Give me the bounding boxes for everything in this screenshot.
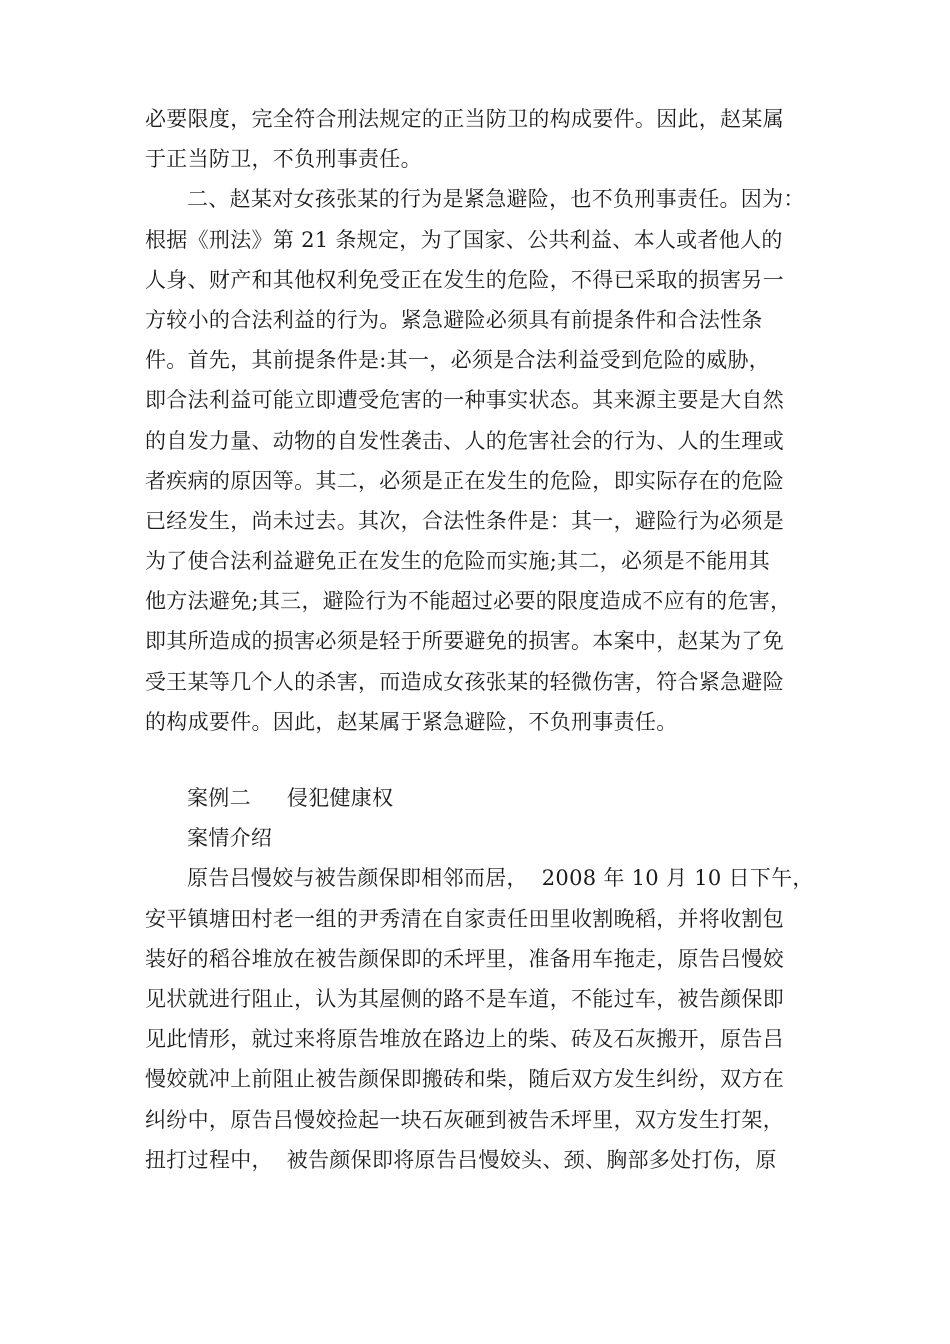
paragraph-line: 扭打过程中， 被告颜保即将原告吕慢姣头、颈、胸部多处打伤，原 — [145, 1147, 777, 1172]
section-1-text — [145, 99, 817, 742]
paragraph-line: 纠纷中，原告吕慢姣捡起一块石灰砸到被告禾坪里，双方发生打架， — [145, 1107, 784, 1132]
paragraph-line: 即合法利益可能立即遭受危害的一种事实状态。其来源主要是大自然 — [145, 388, 784, 413]
paragraph-line: 方较小的合法利益的行为。紧急避险必须具有前提条件和合法性条 — [145, 307, 763, 332]
paragraph-line: 安平镇塘田村老一组的尹秀清在自家责任田里收割晚稻，并将收割包 — [145, 906, 784, 931]
paragraph-line: 件。首先，其前提条件是:其一，必须是合法利益受到危险的威胁， — [145, 348, 771, 373]
case-title — [145, 778, 817, 818]
paragraph-line: 见状就进行阻止，认为其屋侧的路不是车道，不能过车，被告颜保即 — [145, 986, 784, 1011]
paragraph-line: 人身、财产和其他权利免受正在发生的危险，不得已采取的损害另一 — [145, 267, 784, 292]
paragraph-line: 受王某等几个人的杀害，而造成女孩张某的轻微伤害，符合紧急避险 — [145, 669, 784, 694]
paragraph-line: 必要限度，完全符合刑法规定的正当防卫的构成要件。因此，赵某属 — [145, 107, 784, 131]
paragraph-line: 他方法避免;其三，避险行为不能超过必要的限度造成不应有的危害， — [145, 589, 792, 614]
paragraph-line: 已经发生，尚未过去。其次，合法性条件是：其一，避险行为必须是 — [145, 508, 784, 533]
paragraph-line: 见此情形，就过来将原告堆放在路边上的柴、砖及石灰搬开，原告吕 — [145, 1027, 784, 1052]
paragraph-line: 慢姣就冲上前阻止被告颜保即搬砖和柴，随后双方发生纠纷，双方在 — [145, 1067, 784, 1092]
paragraph-line: 于正当防卫，不负刑事责任。 — [145, 147, 422, 172]
paragraph-line: 装好的稻谷堆放在被告颜保即的禾坪里，准备用车拖走，原告吕慢姣 — [145, 946, 784, 971]
paragraph-line: 者疾病的原因等。其二，必须是正在发生的危险，即实际存在的危险 — [145, 468, 784, 493]
paragraph-line: 根据《刑法》第 21 条规定，为了国家、公共利益、本人或者他人的 — [145, 227, 783, 252]
paragraph-line: 即其所造成的损害必须是轻于所要避免的损害。本案中，赵某为了免 — [145, 629, 784, 654]
paragraph-line: 的构成要件。因此，赵某属于紧急避险，不负刑事责任。 — [145, 709, 678, 734]
case-subheading: 案情介绍 — [187, 826, 273, 851]
case-title-text: 侵犯健康权 — [286, 786, 394, 810]
paragraph-line: 二、赵某对女孩张某的行为是紧急避险，也不负刑事责任。因为： — [187, 187, 805, 212]
case-title-label: 案例二 — [187, 786, 251, 810]
paragraph-line: 原告吕慢姣与被告颜保即相邻而居， 2008 年 10 月 10 日下午， — [187, 866, 814, 891]
paragraph-line: 为了使合法利益避免正在发生的危险而实施;其二，必须是不能用其 — [145, 549, 771, 574]
case-2-section — [145, 778, 817, 1180]
paragraph-line: 的自发力量、动物的自发性袭击、人的危害社会的行为、人的生理或 — [145, 428, 784, 453]
